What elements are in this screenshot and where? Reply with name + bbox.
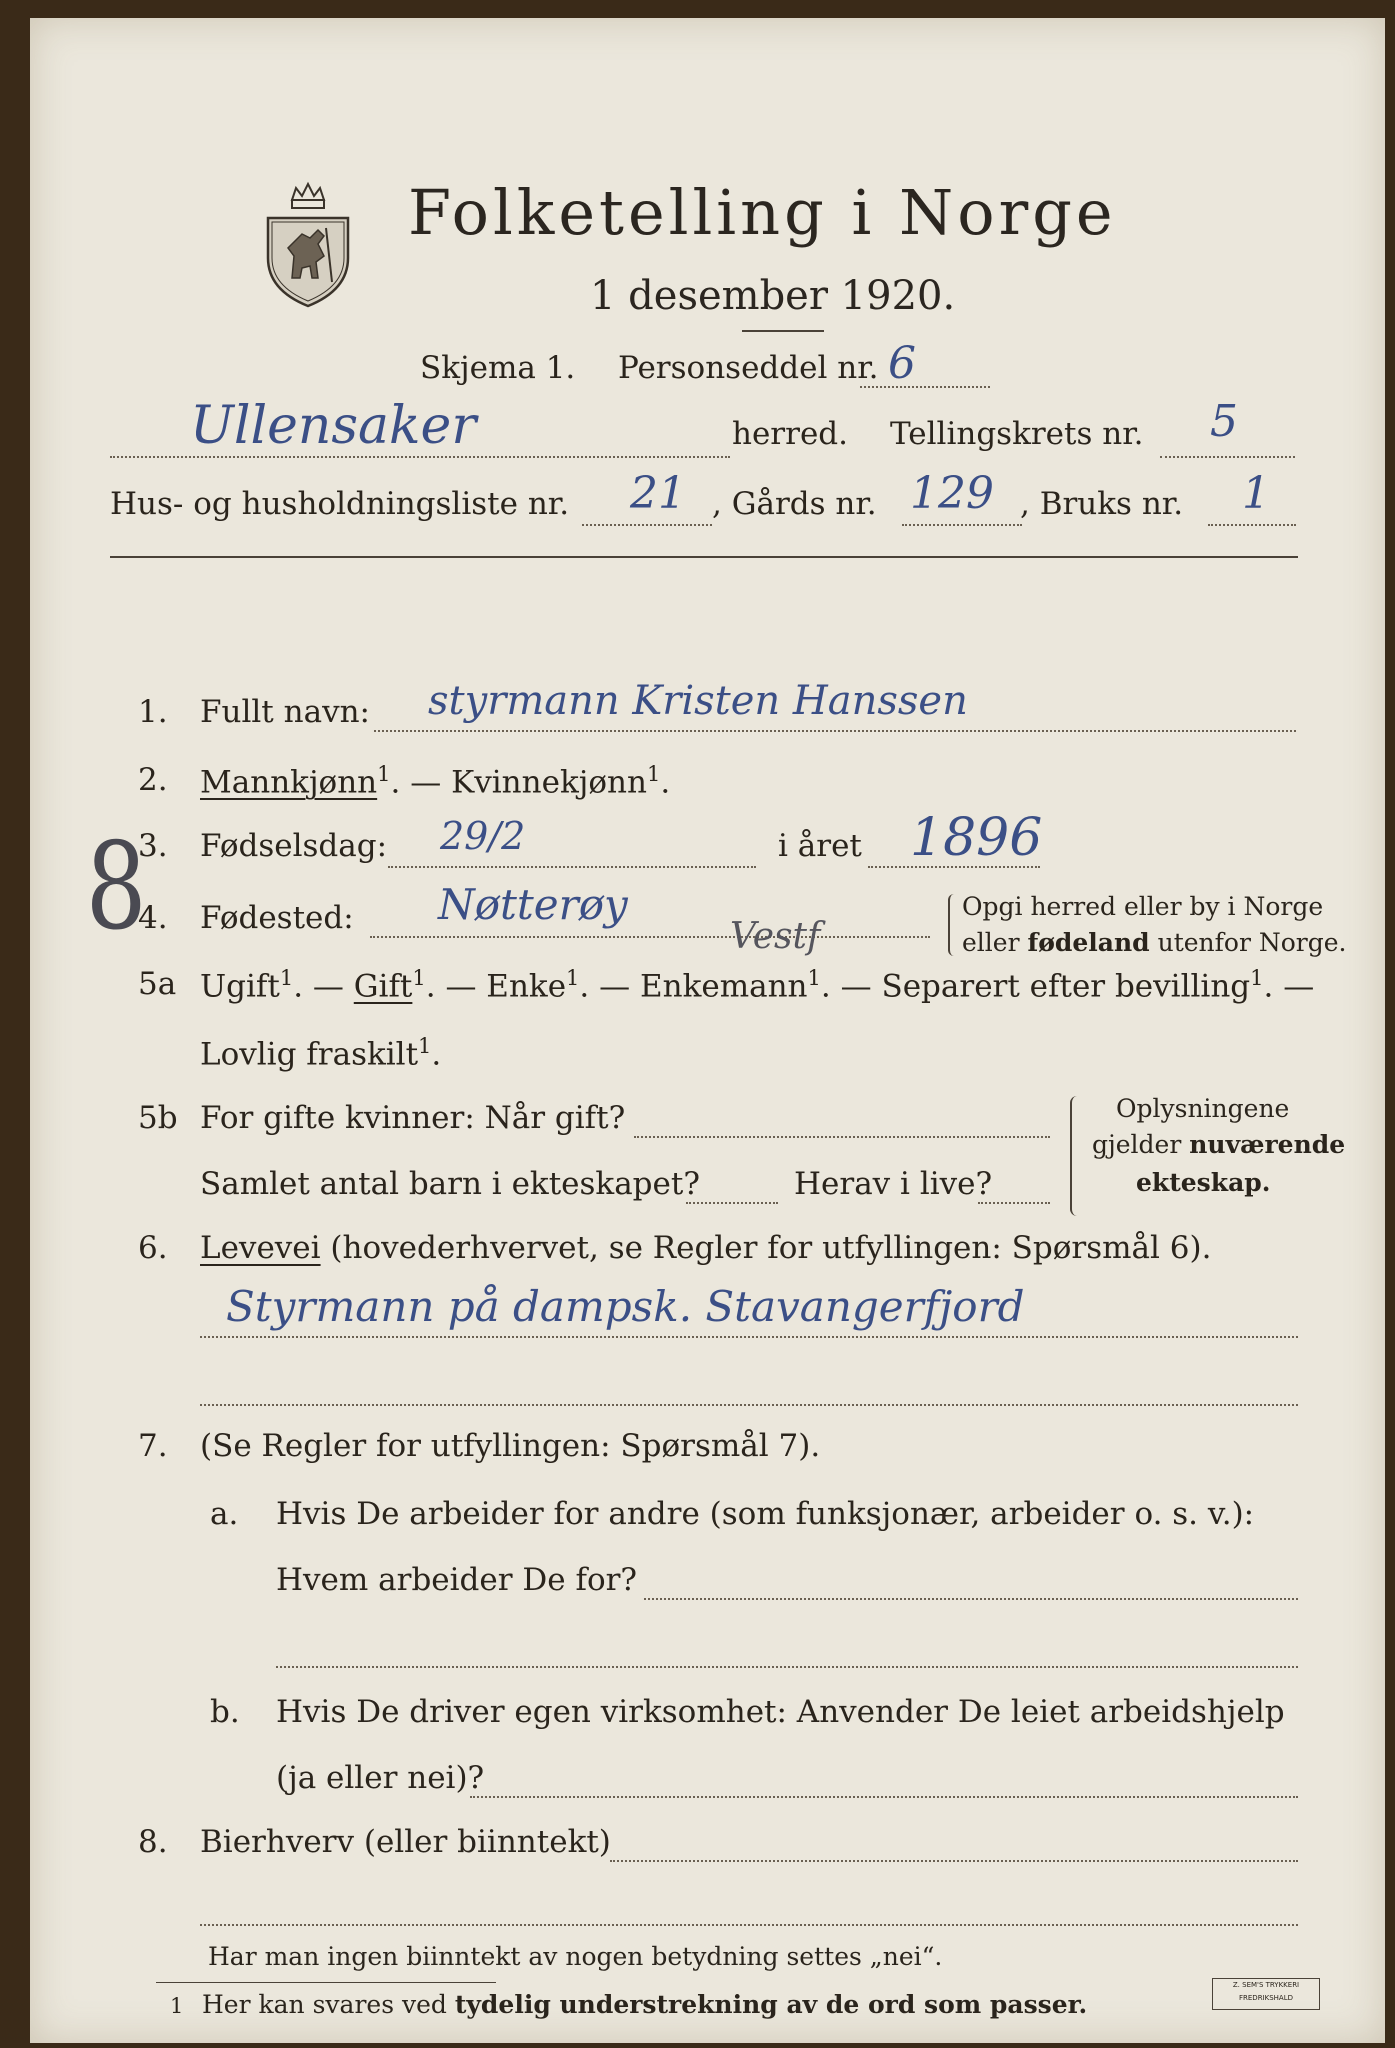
q3-day-line	[388, 866, 756, 868]
footnote-rule	[156, 1982, 496, 1983]
q2-kvinne: Kvinnekjønn	[451, 764, 647, 801]
q7a-line2: Hvem arbeider De for?	[276, 1562, 638, 1598]
q4-label: Fødested:	[200, 900, 354, 936]
q8-number: 8.	[138, 1824, 168, 1860]
q7-number: 7.	[138, 1428, 168, 1464]
herred-value: Ullensaker	[190, 396, 477, 456]
title-divider	[742, 330, 824, 332]
q4-value: Nøtterøy	[438, 880, 628, 929]
q1-number: 1.	[138, 694, 168, 730]
q4-extra: Vestf	[730, 916, 821, 957]
q5b-naar-line	[634, 1136, 1050, 1138]
q6-label: Levevei (hovederhvervet, se Regler for utfyllingen: Spørsmål 6).	[200, 1230, 1212, 1266]
q5a-line1: Ugift$^1$. — Gift$^1$. — Enke$^1$. — Enkemann$^1$. — Separert efter bevilling$^1$. —	[200, 966, 1315, 1005]
q3-label: Fødselsdag:	[200, 828, 388, 864]
bruks-label: , Bruks nr.	[1020, 486, 1184, 522]
herred-line	[110, 456, 730, 458]
q5b-line1: For gifte kvinner: Når gift?	[200, 1100, 626, 1136]
q8-label: Bierhverv (eller biinntekt)	[200, 1824, 611, 1860]
husliste-label: Hus- og husholdningsliste nr.	[110, 486, 570, 522]
q5a-gift: Gift	[353, 968, 413, 1005]
footnote-text: Her kan svares ved tydelig understrekning av de ord som passer.	[202, 1990, 1088, 2019]
husliste-line	[582, 524, 712, 526]
q8-line1	[610, 1860, 1298, 1862]
q6-line1	[200, 1336, 1298, 1338]
q1-value: styrmann Kristen Hanssen	[428, 678, 968, 724]
q8-note: Har man ingen biinntekt av nogen betydning settes „nei“.	[208, 1942, 943, 1971]
personseddel-line	[860, 386, 990, 388]
q7-label: (Se Regler for utfyllingen: Spørsmål 7).	[200, 1428, 821, 1464]
q5b-number: 5b	[138, 1100, 178, 1136]
q5b-brace	[1070, 1096, 1084, 1216]
q8-line2	[200, 1924, 1298, 1926]
q4-note-line2: eller fødeland utenfor Norge.	[962, 928, 1347, 957]
header-rule	[110, 556, 1298, 558]
footnote-number: 1	[170, 1994, 184, 2018]
q5b-note-line1: Oplysningene	[1116, 1094, 1290, 1123]
q7a-letter: a.	[210, 1496, 239, 1532]
coat-of-arms-icon	[262, 178, 354, 310]
tellingskrets-label: Tellingskrets nr.	[890, 416, 1144, 452]
q3-number: 3.	[138, 828, 168, 864]
bruks-value: 1	[1242, 468, 1270, 519]
printer-stamp: Z. SEM'S TRYKKERI FREDRIKSHALD	[1212, 1978, 1320, 2010]
q6-number: 6.	[138, 1230, 168, 1266]
margin-mark: 8	[85, 818, 147, 957]
census-date: 1 desember 1920.	[590, 273, 956, 319]
husliste-value: 21	[630, 468, 686, 519]
q2-mann: Mannkjønn	[200, 764, 378, 801]
gards-label: , Gårds nr.	[712, 486, 877, 522]
q3-value: 29/2	[440, 814, 526, 858]
bruks-line	[1208, 524, 1296, 526]
q3-aret-label: i året	[778, 828, 862, 864]
q3-aret-value: 1896	[910, 808, 1043, 868]
q5b-note-line3: ekteskap.	[1136, 1168, 1271, 1197]
q2-number: 2.	[138, 762, 168, 798]
q7b-answer-line	[470, 1796, 1298, 1798]
herred-label: herred.	[732, 416, 848, 452]
q4-brace	[948, 894, 960, 956]
q4-number: 4.	[138, 900, 168, 936]
q5b-live-line	[978, 1202, 1050, 1204]
q6-value: Styrmann på dampsk. Stavangerfjord	[226, 1282, 1025, 1331]
q5a-line2: Lovlig fraskilt$^1$.	[200, 1034, 442, 1073]
q2-options: Mannkjønn$^1$. — Kvinnekjønn$^1$.	[200, 762, 671, 801]
q7b-line2: (ja eller nei)?	[276, 1760, 485, 1796]
tellingskrets-line	[1160, 456, 1295, 458]
q1-label: Fullt navn:	[200, 694, 370, 730]
q6-line2	[200, 1404, 1298, 1406]
q4-line	[370, 936, 930, 938]
q1-line	[374, 730, 1296, 732]
tellingskrets-value: 5	[1210, 396, 1238, 447]
q5a-number: 5a	[138, 966, 177, 1002]
q5b-line2-a: Samlet antal barn i ekteskapet?	[200, 1166, 700, 1202]
page-title: Folketelling i Norge	[408, 176, 1117, 249]
q5b-line2-b: Herav i live?	[794, 1166, 993, 1202]
gards-line	[902, 524, 1022, 526]
q4-note-line1: Opgi herred eller by i Norge	[962, 892, 1324, 921]
q7a-answer-line2	[276, 1666, 1298, 1668]
q7a-answer-line	[644, 1598, 1298, 1600]
q7b-line1: Hvis De driver egen virksomhet: Anvender De leiet arbeidshjelp	[276, 1694, 1285, 1730]
gards-value: 129	[910, 468, 994, 519]
skjema-label: Skjema 1.	[420, 350, 576, 386]
q7b-letter: b.	[210, 1694, 240, 1730]
q5b-note-line2: gjelder nuværende	[1092, 1130, 1346, 1159]
q7a-line1: Hvis De arbeider for andre (som funksjonær, arbeider o. s. v.):	[276, 1496, 1255, 1532]
personseddel-value: 6	[888, 338, 916, 389]
census-form-page	[30, 18, 1385, 2043]
q5b-barn-line	[686, 1202, 778, 1204]
personseddel-label: Personseddel nr.	[618, 350, 879, 386]
